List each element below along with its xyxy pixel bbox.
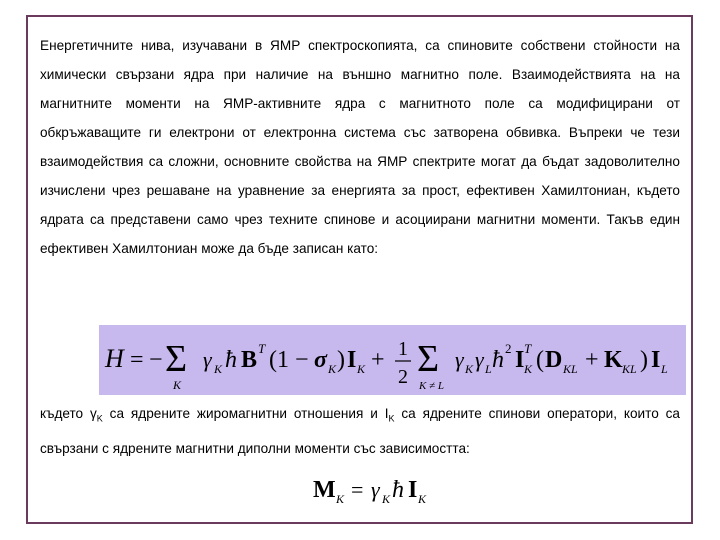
svg-text:ħ: ħ [392, 477, 404, 503]
svg-text:B: B [241, 347, 258, 373]
slide-frame [26, 15, 693, 524]
svg-text:T: T [258, 341, 266, 356]
svg-text:Σ: Σ [165, 338, 188, 380]
svg-text:K: K [382, 492, 391, 506]
svg-text:I: I [515, 347, 525, 373]
intro-paragraph: Енергетичните нива, изучавани в ЯМР спектроскопията, са спиновите собствени стойности на химически свързани ядра при наличие на външно магнитно поле. Взаимодействията на на магнитните моменти на ЯМР-активните ядра с магнитното поле са модифицирани от обкръжаващите ги електрони от електронна система със затворена обвивка. Въпреки че тези взаимодействия са сложни, основните свойства на ЯМР спектрите могат да бъдат задоволително изчислени чрез решаване на уравнение за енергията за прост, ефективен Хамилтониан, където ядрата са представени само чрез техните спинове и асоциирани магнитни моменти. Такъв един ефективен Хамилтониан може да бъде записан като: [40, 38, 680, 256]
svg-text:K: K [524, 362, 533, 376]
svg-text:ħ: ħ [225, 347, 237, 373]
svg-text:γ: γ [475, 347, 484, 372]
svg-text:K: K [328, 362, 337, 376]
svg-text:K: K [604, 347, 623, 373]
svg-text:γ: γ [371, 477, 380, 502]
magnetic-moment-formula [311, 469, 481, 513]
svg-text:(1 −: (1 − [269, 347, 309, 373]
svg-text:=: = [130, 347, 144, 373]
svg-text:Σ: Σ [417, 338, 440, 380]
svg-text:KL: KL [563, 362, 578, 376]
definition-paragraph [40, 399, 680, 463]
definition-text-a: където γ [40, 406, 97, 421]
svg-text:T: T [524, 341, 532, 356]
definition-sub-a: K [96, 413, 103, 424]
svg-text:K: K [418, 492, 427, 506]
svg-text:K: K [214, 362, 223, 376]
definition-sub-b: K [388, 413, 395, 424]
svg-text:ħ: ħ [492, 347, 504, 373]
hamiltonian-formula-box [99, 325, 686, 395]
svg-text:+: + [585, 347, 599, 373]
svg-text:2: 2 [398, 366, 408, 388]
svg-text:K: K [173, 378, 182, 392]
svg-text:+: + [371, 347, 385, 373]
svg-text:H: H [105, 344, 124, 373]
svg-text:KL: KL [622, 362, 637, 376]
definition-text-c: са ядрените спинови оператори, които са свързани с ядрените магнитни диполни моменти със зависимостта: [40, 406, 680, 456]
svg-text:): ) [640, 347, 648, 373]
svg-text:σ: σ [314, 347, 327, 373]
svg-text:K ≠ L: K ≠ L [419, 380, 444, 392]
svg-text:2: 2 [505, 341, 512, 356]
svg-text:D: D [545, 347, 563, 373]
svg-text:γ: γ [203, 347, 212, 372]
svg-text:I: I [347, 347, 357, 373]
hamiltonian-formula [99, 325, 686, 395]
svg-text:L: L [485, 362, 492, 376]
svg-text:1: 1 [398, 338, 408, 360]
svg-text:L: L [661, 362, 668, 376]
svg-text:−: − [149, 347, 163, 373]
svg-text:K: K [465, 362, 474, 376]
svg-text:I: I [408, 477, 418, 503]
definition-text-b: са ядрените жиромагнитни отношения и I [102, 406, 389, 421]
svg-text:I: I [651, 347, 661, 373]
svg-text:): ) [337, 347, 345, 373]
svg-text:K: K [336, 492, 345, 506]
svg-text:K: K [357, 362, 366, 376]
svg-text:M: M [313, 477, 336, 503]
svg-text:γ: γ [455, 347, 464, 372]
svg-text:=: = [351, 477, 364, 502]
svg-text:(: ( [536, 347, 544, 373]
